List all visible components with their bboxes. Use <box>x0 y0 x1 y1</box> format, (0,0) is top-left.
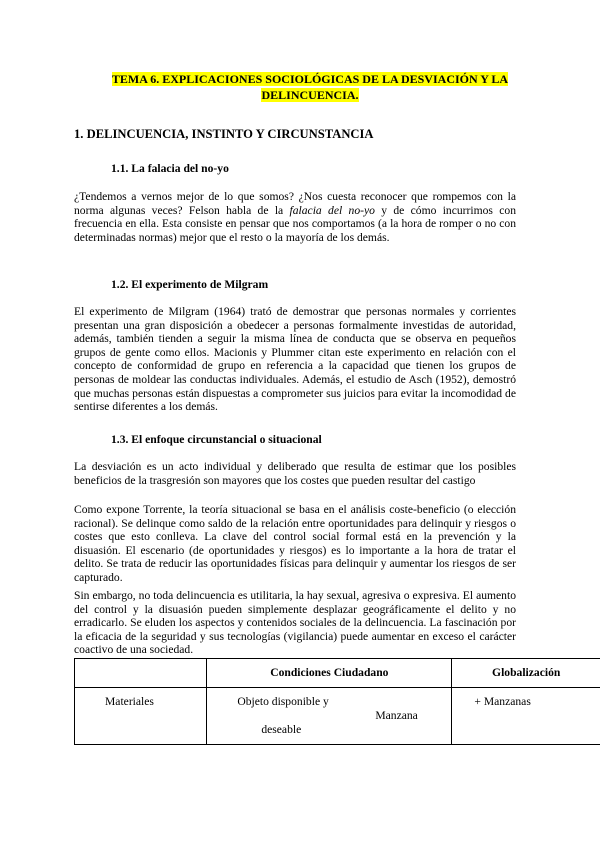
table-cell-condiciones <box>207 688 452 745</box>
subsection-heading-1-3: 1.3. El enfoque circunstancial o situacional <box>111 433 322 446</box>
paragraph-falacia-part-b: y de cómo incurrimos con frecuencia en ella. Esta consiste en pensar que nos comportamos (a la hora de romper o no con determinadas normas) mejor que el resto o la mayoría de los demás. <box>74 203 516 244</box>
document-title-text: TEMA 6. EXPLICACIONES SOCIOLÓGICAS DE LA DESVIACIÓN Y LA DELINCUENCIA. <box>111 72 509 102</box>
section-heading-1: 1. DELINCUENCIA, INSTINTO Y CIRCUNSTANCIA <box>74 127 374 141</box>
table-cell-line-2: Manzana <box>375 709 418 722</box>
subsection-heading-1-1: 1.1. La falacia del no-yo <box>111 162 229 175</box>
table-header-globalizacion: Globalización <box>452 659 600 688</box>
paragraph-torrente: Como expone Torrente, la teoría situacional se basa en el análisis coste-beneficio (o elección racional). Se delinque como saldo de la relación entre oportunidades para delinquir y riesgos o costes que esto conlleva. La clave del control social formal está en la prevención y la disuasión. El escenario (de oportunidades y riesgos) es lo importante a la hora de tratar el delito. Se trata de reducir las oportunidades físicas para delinquir y aumentar los riesgos de ser capturado. <box>74 503 516 584</box>
table-cell-materiales <box>75 688 207 745</box>
paragraph-falacia-part-a: ¿Tendemos a vernos mejor de lo que somos? ¿Nos cuesta reconocer que rompemos con la norma algunas veces? Felson habla de la <box>74 190 516 217</box>
comparison-table <box>74 658 600 745</box>
table-header-condiciones: Condiciones Ciudadano <box>207 659 452 688</box>
table-cell-line-3: deseable <box>261 723 302 736</box>
table-cell-label: Materiales <box>105 695 154 708</box>
table-header-empty <box>75 659 207 688</box>
paragraph-falacia <box>74 190 516 244</box>
table-cell-globalizacion <box>452 688 600 745</box>
table-cell-line-1: Objeto disponible y <box>237 695 329 708</box>
subsection-heading-1-2: 1.2. El experimento de Milgram <box>111 278 269 291</box>
paragraph-desviacion: La desviación es un acto individual y deliberado que resulta de estimar que los posibles beneficios de la trasgresión son mayores que los costes que pueden resultar del castigo <box>74 460 516 487</box>
table-row <box>75 688 600 745</box>
paragraph-falacia-emphasis: falacia del no-yo <box>289 203 375 217</box>
table-cell-value: + Manzanas <box>474 695 531 708</box>
paragraph-sin-embargo: Sin embargo, no toda delincuencia es utilitaria, la hay sexual, agresiva o expresiva. El aumento del control y la disuasión pueden simplemente desplazar geográficamente el delito y no erradicarlo. Se eluden los aspectos y contenidos sociales de la delincuencia. La fascinación por la eficacia de la seguridad y sus tecnologías (vigilancia) puede aumentar en exceso el carácter coactivo de una sociedad. <box>74 589 516 657</box>
table-header-row <box>75 659 600 688</box>
document-title <box>90 71 530 103</box>
paragraph-milgram: El experimento de Milgram (1964) trató de demostrar que personas normales y corrientes presentan una gran disposición a obedecer a personas formalmente investidas de autoridad, además, también tienden a seguir la misma línea de conducta que se observa en pequeños grupos de gente como ellos. Macionis y Plummer citan este experimento en relación con el concepto de conformidad de grupo en referencia a la capacidad que tienen los grupos de personas de moldear las conductas individuales. Además, el estudio de Asch (1952), demostró que muchas personas están dispuestas a comprometer sus juicios para evitar la incomodidad de sentirse diferentes a los demás. <box>74 305 516 414</box>
